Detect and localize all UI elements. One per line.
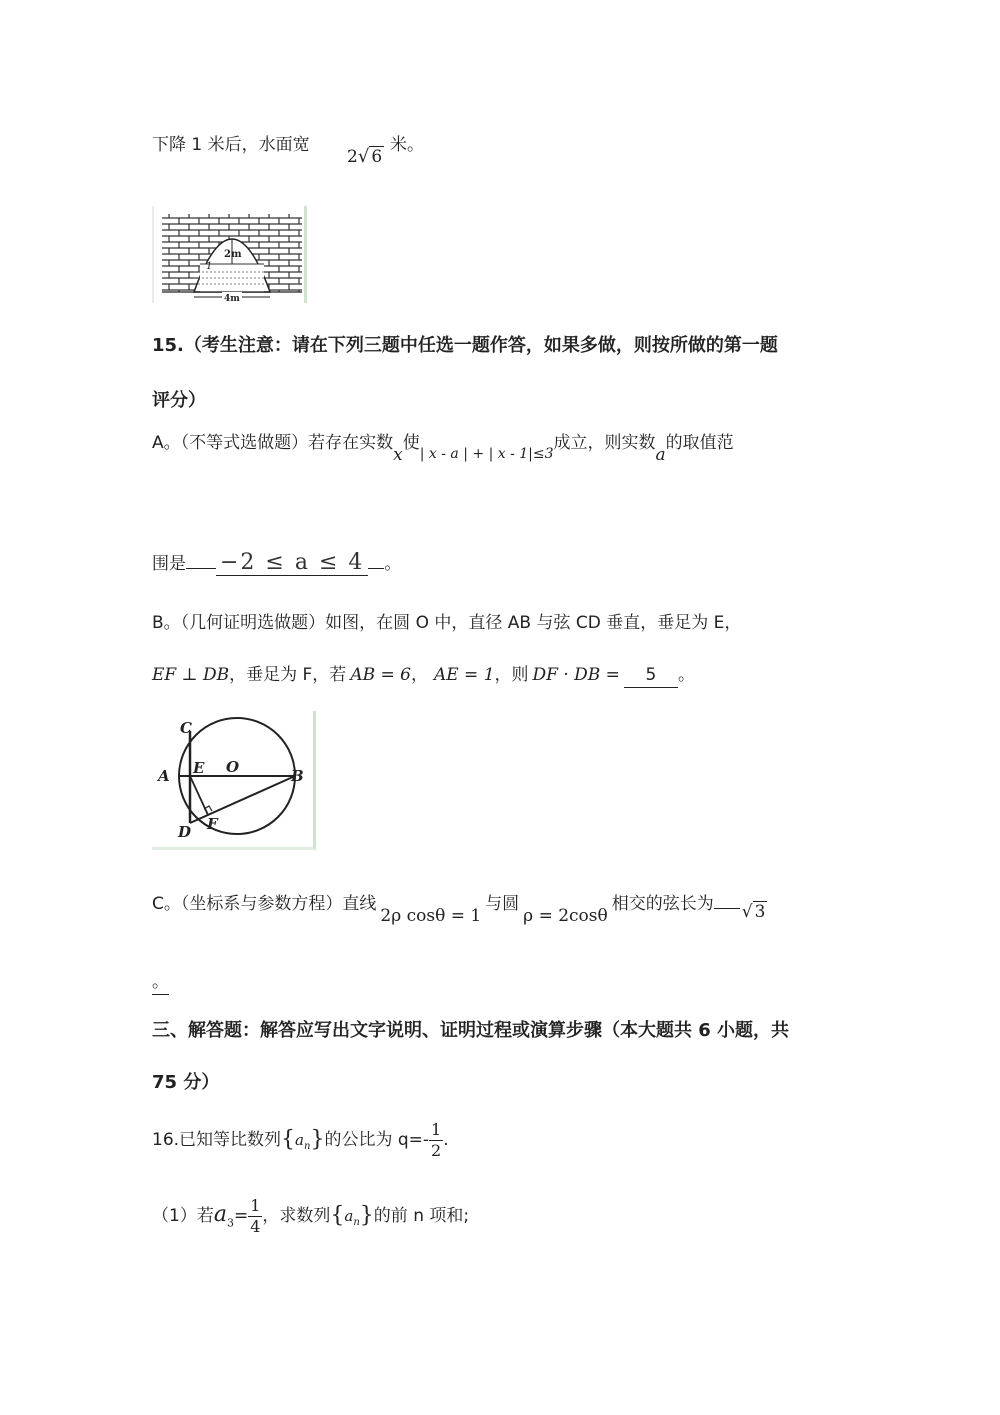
inequality-expr: | x - a | + | x - 1|≤3 (419, 446, 554, 462)
circle-diagram (152, 711, 313, 847)
point-e-label: E (193, 759, 205, 777)
cond-ae: AE = 1 (433, 665, 495, 685)
point-c-label: C (180, 719, 192, 737)
point-d-label: D (178, 823, 192, 841)
a3-fraction (248, 1196, 262, 1237)
a3-var: a (213, 1202, 227, 1227)
line1-text: 下降 1 米后，水面宽 (152, 135, 310, 155)
circle-figure (152, 711, 316, 850)
q16-end: . (443, 1130, 449, 1150)
q15a-end: 的取值范 (665, 433, 734, 453)
line-equation: 2ρ cosθ = 1 (380, 906, 482, 926)
var-x: x (393, 445, 403, 465)
q15c-line1 (152, 892, 767, 926)
q15c-answer: √ 3 (741, 902, 766, 922)
q15a-after: 成立，则实数 (553, 433, 656, 453)
arch-label-drop: 1 (206, 261, 213, 272)
point-b-label: B (291, 767, 304, 785)
seq-a: a (295, 1131, 304, 1149)
seq-sub: n (304, 1141, 311, 1152)
q15a-line1 (152, 431, 734, 465)
q15b-answer: 5 (624, 663, 678, 688)
q15a-prefix: A。（不等式选做题）若存在实数 (152, 433, 394, 453)
q16-p1-end: 的前 n 项和; (373, 1206, 470, 1226)
ratio-den: 2 (431, 1140, 442, 1160)
q15a-answer: −2 ≤ a ≤ 4 (216, 551, 368, 576)
arch-diagram (154, 206, 304, 303)
a3-num: 1 (250, 1195, 261, 1215)
a3-den: 4 (250, 1216, 261, 1236)
q15b-t3: ，则 (494, 665, 529, 685)
q15c-mid: 与圆 (485, 894, 520, 914)
q16-mid: 的公比为 q=- (324, 1130, 430, 1150)
answer-coefficient: 2 (347, 147, 358, 167)
q16-stem: 16.已知等比数列$\{a_n\}$的公比为 q=- $\frac{1}{2}$ . (152, 1119, 449, 1160)
q16-part1: （1）若$a_3=$ $\frac{1}{4}$ ，求数列$\{a_n\}$的前 n 项和; (152, 1195, 470, 1236)
q15c-period (152, 970, 169, 995)
a3-eq: = (233, 1206, 249, 1226)
ratio-fraction (429, 1120, 443, 1161)
arch-label-width: 4m (224, 294, 240, 303)
q15c-period-text: 。 (152, 970, 169, 995)
section3-line2: 75 分） (152, 1072, 220, 1093)
q15a-line2-text: 围是 (152, 554, 186, 574)
seq-a-2: a (344, 1207, 354, 1225)
q15b-t1: ，垂足为 F，若 (229, 665, 347, 685)
answer-line-water-width (152, 133, 310, 157)
arch-figure (152, 206, 307, 303)
q15-title-line2: 评分） (152, 390, 206, 411)
circle-equation: ρ = 2cosθ (523, 906, 608, 926)
q15c-after: 相交的弦长为 (611, 894, 714, 914)
q15-title-line1: 15.（考生注意：请在下列三题中任选一题作答，如果多做，则按所做的第一题 (152, 335, 778, 356)
q16-p1-mid: ，求数列 (262, 1206, 331, 1226)
point-a-label: A (158, 767, 170, 785)
line1-answer: 2√ 6 (347, 146, 383, 167)
q15c-prefix: C。（坐标系与参数方程）直线 (152, 894, 377, 914)
point-o-label: O (226, 758, 240, 776)
answer-radicand: 6 (371, 147, 383, 167)
section3-line1: 三、解答题：解答应写出文字说明、证明过程或演算步骤（本大题共 6 小题，共 (152, 1020, 790, 1041)
q15b-line2 (152, 663, 695, 688)
cond-ef-perp-db: EF ⊥ DB (152, 665, 230, 685)
a3-sub: 3 (226, 1216, 234, 1230)
q15b-line1: B。（几何证明选做题）如图，在圆 O 中，直径 AB 与弦 CD 垂直，垂足为 E， (152, 613, 742, 633)
cond-ab: AB = 6 (350, 665, 411, 685)
q15c-answer-radicand: 3 (754, 902, 766, 922)
q15b-t2: ， (410, 665, 428, 685)
q15b-period: 。 (677, 665, 695, 685)
line1-suffix: 米。 (390, 135, 424, 155)
q16-prefix: 16.已知等比数列 (152, 1130, 282, 1150)
seq-sub-2: n (353, 1217, 360, 1228)
q15a-period: 。 (384, 554, 402, 574)
var-a: a (655, 445, 666, 465)
q15a-mid: 使 (402, 433, 420, 453)
q15a-line2 (152, 548, 401, 576)
arch-label-height: 2m (224, 249, 242, 260)
q16-p1-prefix: （1）若 (152, 1206, 214, 1226)
cond-df-db: DF · DB = (532, 665, 620, 685)
point-f-label: F (207, 815, 218, 833)
ratio-num: 1 (431, 1119, 442, 1139)
